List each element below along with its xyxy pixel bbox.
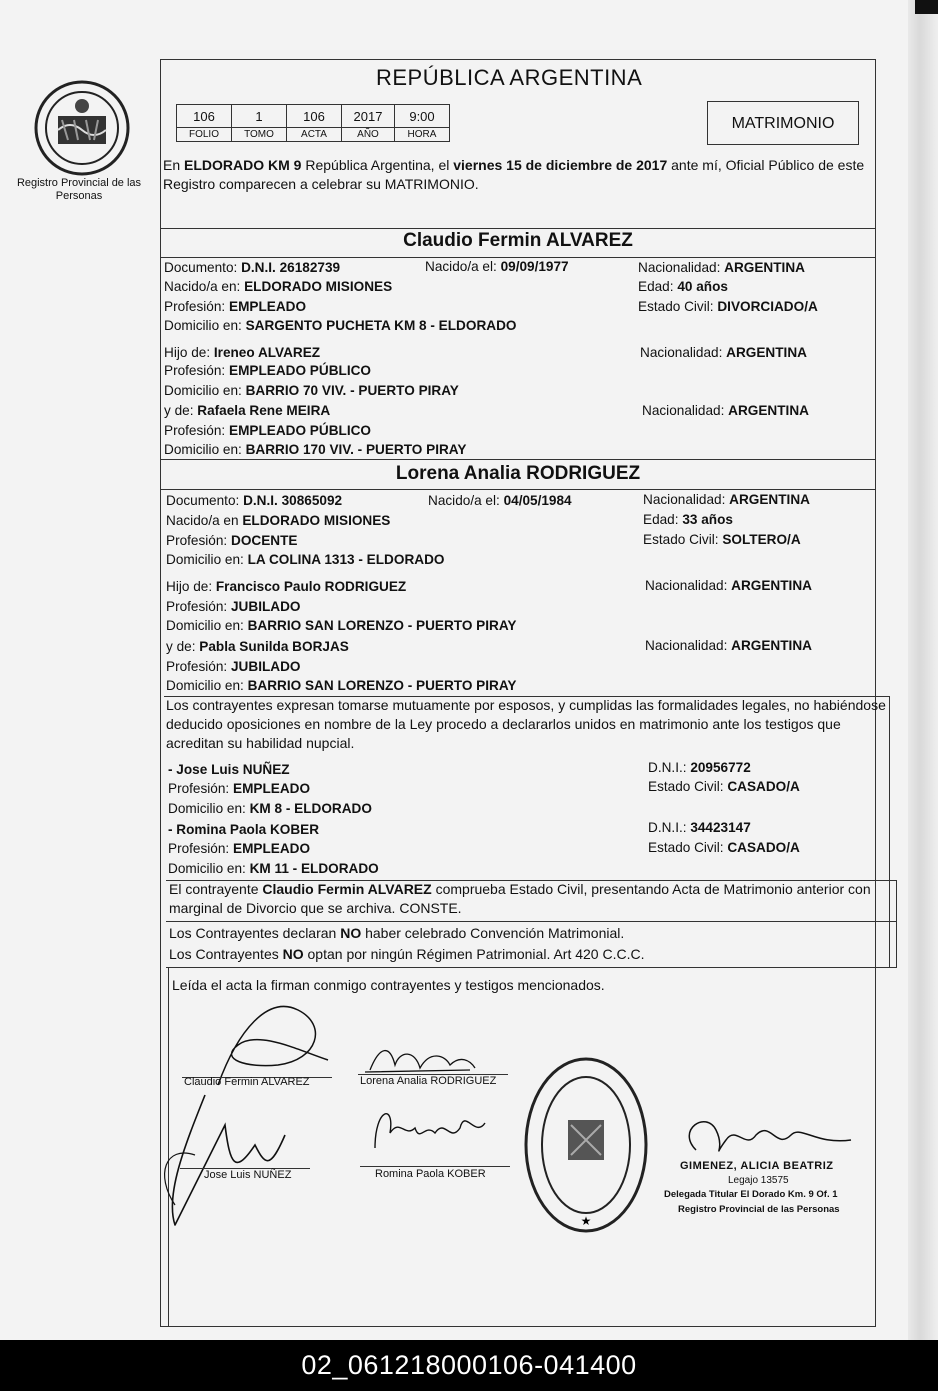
bride-documento: Documento: D.N.I. 30865092 xyxy=(166,493,343,508)
bride-nationality: Nacionalidad: ARGENTINA xyxy=(643,492,810,507)
groom-signature-icon xyxy=(178,990,348,1090)
official-legajo: Legajo 13575 xyxy=(728,1175,789,1186)
bride-mother-profession: Profesión: JUBILADO xyxy=(166,659,301,674)
bride-mother-nationality: Nacionalidad: ARGENTINA xyxy=(645,638,812,653)
groom-age: Edad: 40 años xyxy=(638,279,728,294)
hora-label: HORA xyxy=(395,128,450,142)
official-name: GIMENEZ, ALICIA BEATRIZ xyxy=(680,1160,834,1172)
divider xyxy=(166,967,896,968)
groom-sign-caption: Claudio Fermin ALVAREZ xyxy=(184,1076,310,1088)
witness-2-profession: Profesión: EMPLEADO xyxy=(168,841,311,856)
divider xyxy=(160,257,876,258)
country-title: REPÚBLICA ARGENTINA xyxy=(376,65,643,90)
groom-address: Domicilio en: SARGENTO PUCHETA KM 8 - ELDORADO xyxy=(164,318,517,333)
groom-birthplace: Nacido/a en: ELDORADO MISIONES xyxy=(164,279,393,294)
scan-corner xyxy=(915,0,938,14)
bride-father-profession: Profesión: JUBILADO xyxy=(166,599,301,614)
groom-civil-status: Estado Civil: DIVORCIADO/A xyxy=(638,299,818,314)
convencion-note: Los Contrayentes declaran NO haber celebrado Convención Matrimonial. xyxy=(169,925,625,941)
bride-profession: Profesión: DOCENTE xyxy=(166,533,298,548)
divider xyxy=(160,489,876,490)
bride-civil-status: Estado Civil: SOLTERO/A xyxy=(643,532,801,547)
witness-2-signature-icon xyxy=(365,1098,495,1168)
groom-mother-profession: Profesión: EMPLEADO PÚBLICO xyxy=(164,423,371,438)
tomo-label: TOMO xyxy=(232,128,287,142)
witness-2-sign-caption: Romina Paola KOBER xyxy=(375,1168,486,1180)
registry-stamp-icon xyxy=(523,1055,649,1235)
bride-birthdate: Nacido/a el: 04/05/1984 xyxy=(428,493,572,508)
official-role: Delegada Titular El Dorado Km. 9 Of. 1 xyxy=(664,1189,838,1200)
provincial-seal-icon xyxy=(34,80,130,176)
groom-father: Hijo de: Ireneo ALVAREZ xyxy=(164,345,321,360)
witness-1-address: Domicilio en: KM 8 - ELDORADO xyxy=(168,801,372,816)
witness-2-civil-status: Estado Civil: CASADO/A xyxy=(648,840,800,855)
groom-name: Claudio Fermin ALVAREZ xyxy=(403,230,633,251)
witness-1-name: - Jose Luis NUÑEZ xyxy=(168,762,290,777)
witness-1-dni: D.N.I.: 20956772 xyxy=(648,760,751,775)
anio-value: 2017 xyxy=(342,105,395,128)
groom-father-profession: Profesión: EMPLEADO PÚBLICO xyxy=(164,363,371,378)
bride-father: Hijo de: Francisco Paulo RODRIGUEZ xyxy=(166,579,407,594)
witness-2-sign-line xyxy=(360,1166,510,1167)
groom-mother-address: Domicilio en: BARRIO 170 VIV. - PUERTO PIRAY xyxy=(164,442,467,457)
intro-paragraph: En ELDORADO KM 9 República Argentina, el viernes 15 de diciembre de 2017 ante mí, Oficial Público de este Registro comparecen a celebrar su MATRIMONIO. xyxy=(163,157,865,192)
divider xyxy=(160,459,876,460)
bride-age: Edad: 33 años xyxy=(643,512,733,527)
folio-value: 106 xyxy=(177,105,232,128)
anio-label: AÑO xyxy=(342,128,395,142)
groom-father-nationality: Nacionalidad: ARGENTINA xyxy=(640,345,807,360)
witness-1-civil-status: Estado Civil: CASADO/A xyxy=(648,779,800,794)
divider xyxy=(160,228,876,229)
bride-father-nationality: Nacionalidad: ARGENTINA xyxy=(645,578,812,593)
groom-birthdate: Nacido/a el: 09/09/1977 xyxy=(425,259,569,274)
bride-mother-address: Domicilio en: BARRIO SAN LORENZO - PUERTO PIRAY xyxy=(166,678,517,693)
declaration-paragraph: Los contrayentes expresan tomarse mutuamente por esposos, y cumplidas las formalidades legales, no habiéndose deducido oposiciones en nombre de la Ley procedo a declararlos unidos en matrimonio ante los testigos que acreditan su habilidad nupcial. xyxy=(166,697,886,751)
svg-text:★: ★ xyxy=(580,1214,592,1228)
regimen-note: Los Contrayentes NO optan por ningún Régimen Patrimonial. Art 420 C.C.C. xyxy=(169,946,645,962)
witness-1-profession: Profesión: EMPLEADO xyxy=(168,781,311,796)
closing-line: Leída el acta la firman conmigo contrayentes y testigos mencionados. xyxy=(172,977,605,993)
groom-mother: y de: Rafaela Rene MEIRA xyxy=(164,403,331,418)
witness-1-sign-caption: Jose Luis NUÑEZ xyxy=(204,1169,292,1181)
bride-mother: y de: Pabla Sunilda BORJAS xyxy=(166,639,349,654)
groom-nationality: Nacionalidad: ARGENTINA xyxy=(638,260,805,275)
witness-2-address: Domicilio en: KM 11 - ELDORADO xyxy=(168,861,379,876)
hora-value: 9:00 xyxy=(395,105,450,128)
groom-documento: Documento: D.N.I. 26182739 xyxy=(164,260,341,275)
acta-value: 106 xyxy=(287,105,342,128)
divider xyxy=(896,880,897,968)
acta-label: ACTA xyxy=(287,128,342,142)
groom-profession: Profesión: EMPLEADO xyxy=(164,299,307,314)
bride-birthplace: Nacido/a en ELDORADO MISIONES xyxy=(166,513,391,528)
bride-father-address: Domicilio en: BARRIO SAN LORENZO - PUERTO PIRAY xyxy=(166,618,517,633)
page-edge xyxy=(908,0,938,1340)
groom-mother-nationality: Nacionalidad: ARGENTINA xyxy=(642,403,809,418)
tomo-value: 1 xyxy=(232,105,287,128)
folio-label: FOLIO xyxy=(177,128,232,142)
divider xyxy=(166,921,896,922)
act-type-box: MATRIMONIO xyxy=(707,101,859,145)
official-office: Registro Provincial de las Personas xyxy=(678,1204,840,1215)
bride-name: Lorena Analia RODRIGUEZ xyxy=(395,463,641,484)
footer-code: 02_061218000106-041400 xyxy=(0,1340,938,1391)
registry-name: Registro Provincial de las Personas xyxy=(16,177,142,202)
witness-1-signature-icon xyxy=(145,1085,315,1235)
estado-civil-note: El contrayente Claudio Fermin ALVAREZ comprueba Estado Civil, presentando Acta de Matrimonio anterior con marginal de Divorcio que se archiva. CONSTE. xyxy=(169,881,871,916)
bride-address: Domicilio en: LA COLINA 1313 - ELDORADO xyxy=(166,552,445,567)
groom-father-address: Domicilio en: BARRIO 70 VIV. - PUERTO PIRAY xyxy=(164,383,459,398)
act-meta-table xyxy=(176,104,450,142)
bride-sign-caption: Lorena Analia RODRIGUEZ xyxy=(360,1075,497,1087)
witness-2-dni: D.N.I.: 34423147 xyxy=(648,820,751,835)
witness-2-name: - Romina Paola KOBER xyxy=(168,822,320,837)
